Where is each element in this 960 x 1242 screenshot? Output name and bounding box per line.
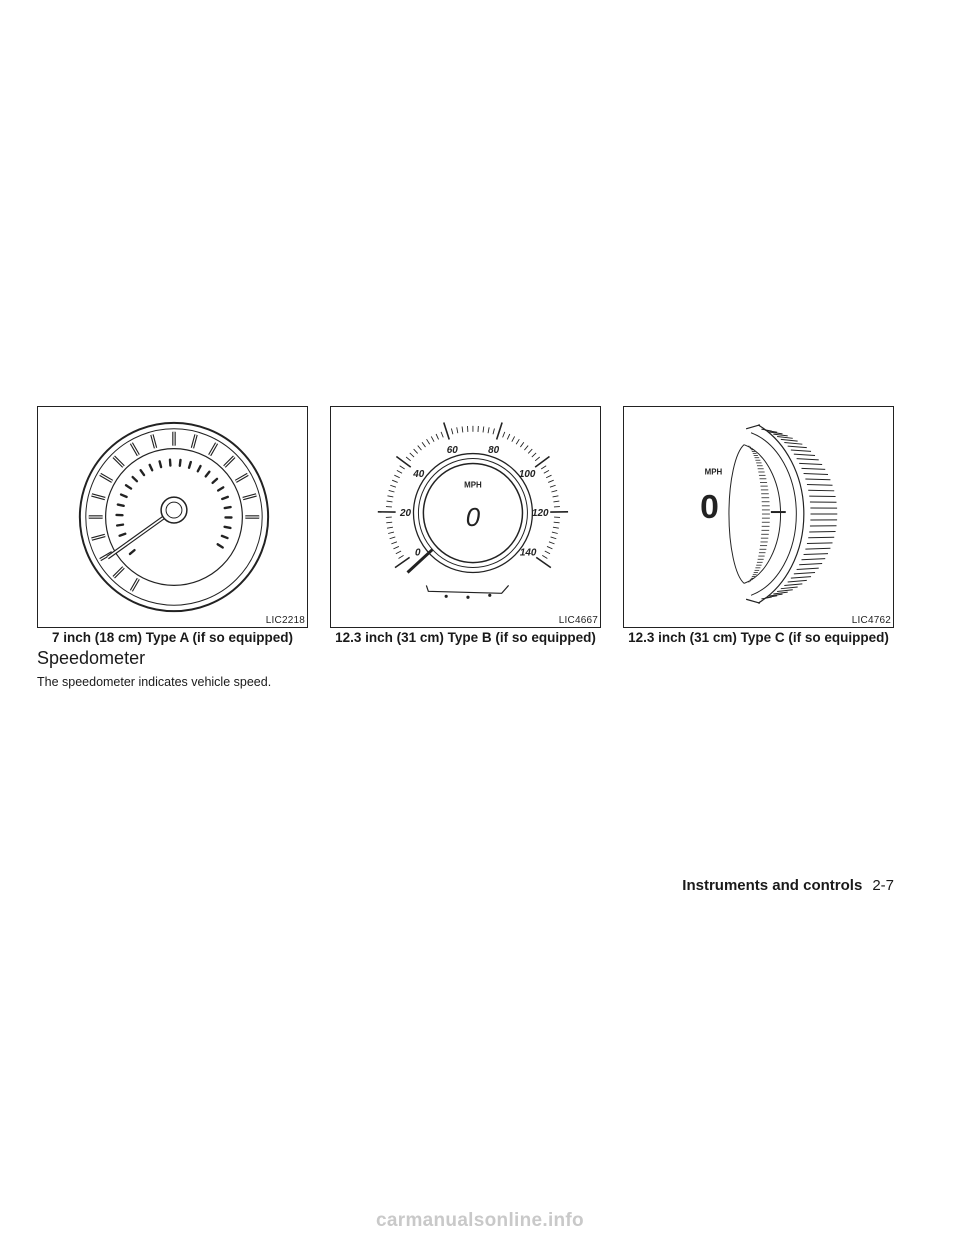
dial-tick <box>493 429 494 435</box>
page-footer <box>682 877 894 894</box>
dial-tick <box>553 496 559 497</box>
dial-tick <box>535 457 540 461</box>
dial-tick <box>488 427 489 433</box>
unit-label: MPH <box>704 467 723 477</box>
dial-tick <box>389 490 395 492</box>
ring-segment <box>805 479 830 480</box>
speed-value: 0 <box>700 488 719 526</box>
figure-code: LIC2218 <box>265 615 305 626</box>
dial-label: 0 <box>414 547 421 559</box>
speedometer-type-c-illustration <box>624 407 893 627</box>
dial-tick-fill <box>114 567 124 577</box>
section-title: Speedometer <box>37 648 146 668</box>
dial-tick <box>549 542 555 544</box>
dial-tick <box>516 439 519 444</box>
ring-segment <box>799 463 822 464</box>
dial-tick <box>410 453 414 457</box>
figure-type-a <box>37 406 308 628</box>
dial-tick <box>431 436 434 441</box>
dial-tick <box>422 442 425 447</box>
dial-tick <box>386 522 392 523</box>
dial-tick <box>418 446 422 451</box>
dial-dash <box>180 460 181 466</box>
dial-label: 100 <box>518 468 536 480</box>
dial-dash <box>130 550 135 554</box>
dial-tick <box>397 470 402 473</box>
ring-segment <box>808 537 834 538</box>
figure-code: LIC4667 <box>558 615 598 626</box>
page-number: 2-7 <box>872 877 894 894</box>
dial-dash <box>141 470 144 475</box>
figure-type-b <box>330 406 601 628</box>
ring-segment <box>788 446 807 448</box>
dial-tick-fill <box>131 579 138 591</box>
ring-segment <box>781 439 798 441</box>
dial-tick <box>550 485 556 487</box>
ring-segment <box>807 543 833 544</box>
dial-tick <box>507 434 510 439</box>
dial-tick <box>400 466 405 469</box>
ring-segment <box>777 437 793 439</box>
dial-tick <box>545 551 550 554</box>
dial-dash <box>198 466 201 471</box>
dial-tick <box>520 442 523 447</box>
dial-tick-fill <box>131 443 138 455</box>
dial-tick <box>553 527 559 528</box>
ring-segment <box>773 434 787 436</box>
dial-tick <box>393 546 398 548</box>
ring-segment <box>804 474 828 475</box>
dial-tick <box>544 470 549 473</box>
watermark: carmanualsonline.info <box>376 1210 584 1231</box>
footer-chapter: Instruments and controls <box>682 877 863 894</box>
dial-dash <box>121 495 126 497</box>
dial-tick <box>546 475 551 478</box>
ring-segment <box>784 443 802 445</box>
dial-tick <box>444 422 449 439</box>
dial-label: 60 <box>446 444 458 456</box>
dial-tick <box>387 501 393 502</box>
dial-tick <box>547 546 552 548</box>
ring-segment <box>797 568 819 569</box>
dial-tick <box>548 480 554 482</box>
section-body: The speedometer indicates vehicle speed. <box>37 675 272 689</box>
dial-tick <box>388 532 394 533</box>
dial-tick <box>451 429 452 435</box>
figure-type-c <box>623 406 894 628</box>
ring-segment <box>788 580 807 582</box>
dial-dash <box>225 507 231 508</box>
dial-dash <box>126 485 131 488</box>
dial-tick <box>436 434 439 439</box>
figure-caption: 12.3 inch (31 cm) Type C (if so equipped) <box>628 630 889 645</box>
dial-tick <box>554 522 560 523</box>
speedometer-type-a-illustration <box>38 407 307 627</box>
dial-tick <box>427 439 430 444</box>
dial-dash <box>160 461 161 467</box>
dial-tick <box>552 532 558 533</box>
dial-tick <box>396 457 410 468</box>
figure-caption: 7 inch (18 cm) Type A (if so equipped) <box>51 630 294 645</box>
ring-segment <box>805 548 830 549</box>
dial-dash <box>150 465 153 470</box>
dial-tick <box>414 449 418 453</box>
dial-tick-fill <box>114 457 124 467</box>
dial-tick <box>387 527 393 528</box>
dial-tick <box>395 557 410 567</box>
dial-tick-fill <box>210 443 217 455</box>
dial-tick <box>483 427 484 433</box>
ring-segment <box>794 454 815 455</box>
dial-tick <box>457 427 458 433</box>
ring-segment <box>791 450 811 451</box>
ring-segment <box>784 584 802 586</box>
dial-tick <box>524 446 528 451</box>
dial-tick <box>387 496 393 497</box>
dial-tick <box>394 475 399 478</box>
dial-tick <box>392 480 398 482</box>
dial-label: 120 <box>532 508 549 520</box>
ring-segment <box>804 554 828 555</box>
dial-dash <box>206 472 210 477</box>
dial-dash <box>213 479 217 483</box>
dial-dash <box>133 477 137 481</box>
dial-tick <box>528 449 532 453</box>
dial-tick <box>396 551 401 554</box>
dial-tick <box>532 453 536 457</box>
dial-tick <box>551 537 557 539</box>
dial-tick <box>512 436 515 441</box>
ring-segment <box>801 468 825 469</box>
dial-tick <box>536 557 551 567</box>
ring-segment <box>799 564 822 565</box>
dial-dash <box>218 487 223 490</box>
dial-dash <box>222 497 228 499</box>
figure-caption: 12.3 inch (31 cm) Type B (if so equipped) <box>335 630 596 645</box>
dial-tick <box>551 490 557 492</box>
dial-tick <box>553 501 559 502</box>
dial-label: 40 <box>413 468 425 480</box>
figure-code: LIC4762 <box>851 615 891 626</box>
dial-dash <box>225 527 231 528</box>
dial-tick <box>390 485 396 487</box>
unit-label: MPH <box>464 480 482 490</box>
dial-dash <box>218 544 223 547</box>
dial-label: 140 <box>519 547 537 559</box>
ring-segment <box>808 490 834 491</box>
dial-tick-fill <box>236 474 248 481</box>
dial-dash <box>189 462 191 468</box>
dial-tick <box>535 457 549 468</box>
dial-label: 20 <box>400 508 412 520</box>
dial-tick <box>441 432 443 438</box>
dial-tick <box>497 422 502 439</box>
dial-tick <box>503 432 505 438</box>
ring-segment <box>794 573 815 574</box>
dial-dash <box>120 534 126 536</box>
ring-segment <box>777 590 793 592</box>
ring-segment <box>801 559 825 560</box>
speedometer-type-b-illustration <box>331 407 600 627</box>
ring-segment <box>791 577 811 578</box>
dial-tick <box>541 466 546 469</box>
dial-tick <box>390 537 396 539</box>
dial-label: 80 <box>488 444 500 456</box>
ring-segment <box>781 587 798 589</box>
dial-tick-fill <box>100 474 112 481</box>
dial-tick <box>406 457 411 461</box>
dial-dash <box>117 525 123 526</box>
dial-dash <box>118 505 124 506</box>
dial-tick <box>399 555 404 558</box>
dial-tick <box>462 427 463 433</box>
dial-dash <box>222 536 228 538</box>
ring-segment <box>773 592 787 594</box>
dial-tick-fill <box>224 457 234 467</box>
dial-tick <box>542 555 547 558</box>
ring-segment <box>807 485 833 486</box>
dial-tick <box>391 542 397 544</box>
speed-value: 0 <box>465 503 481 532</box>
ring-segment <box>797 459 819 460</box>
